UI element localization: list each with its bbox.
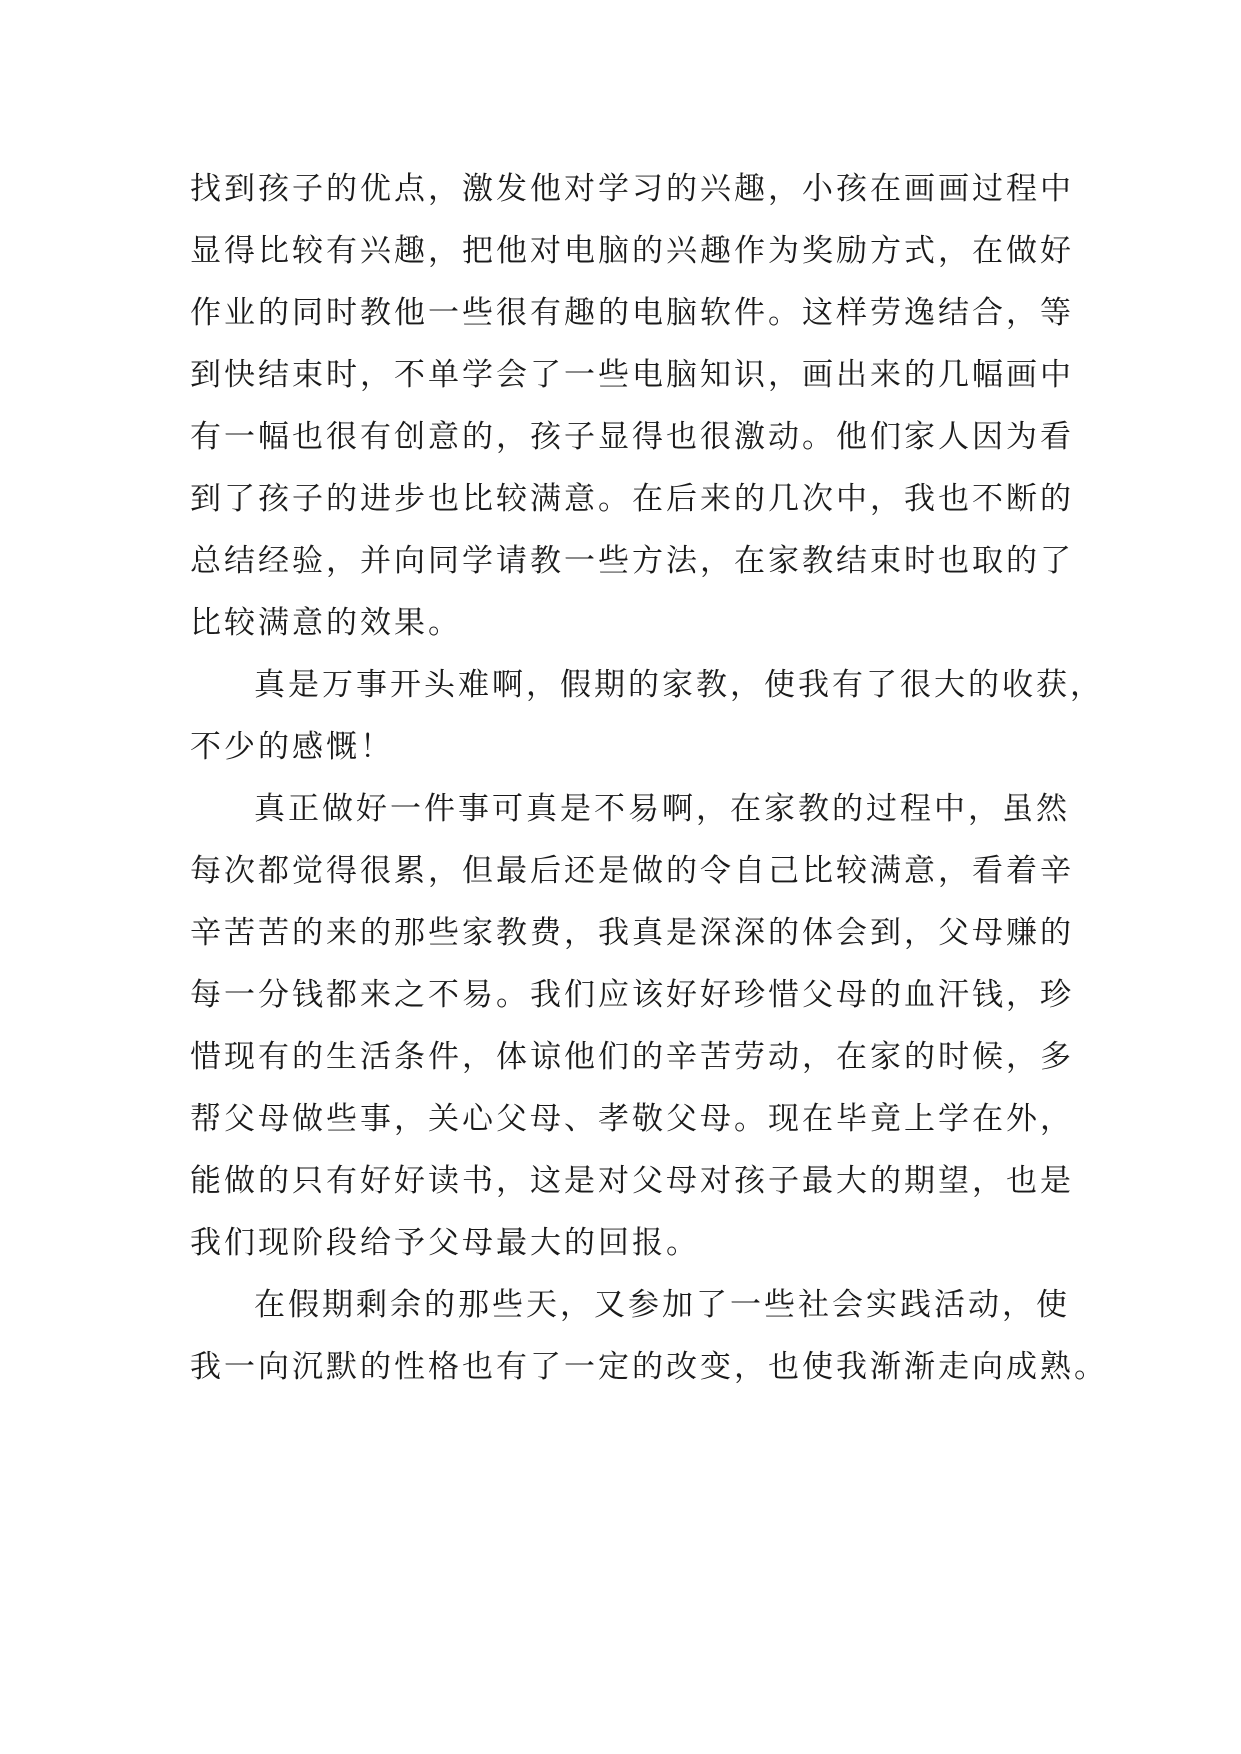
text-line: 辛苦苦的来的那些家教费，我真是深深的体会到，父母赚的 [190, 915, 1074, 951]
document-body [190, 158, 1108, 1398]
text-line: 真是万事开头难啊，假期的家教，使我有了很大的收获， [254, 667, 1104, 703]
text-line: 我一向沉默的性格也有了一定的改变，也使我渐渐走向成熟。 [190, 1349, 1108, 1385]
text-line: 作业的同时教他一些很有趣的电脑软件。这样劳逸结合，等 [190, 295, 1074, 331]
text-line: 我们现阶段给予父母最大的回报。 [190, 1225, 700, 1261]
text-line: 不少的感慨！ [190, 729, 394, 765]
text-line: 惜现有的生活条件，体谅他们的辛苦劳动，在家的时候，多 [190, 1039, 1074, 1075]
paragraph-1 [190, 158, 1074, 654]
text-line: 真正做好一件事可真是不易啊，在家教的过程中，虽然 [254, 791, 1070, 827]
paragraph-2 [190, 654, 1104, 778]
text-line: 在假期剩余的那些天，又参加了一些社会实践活动，使 [254, 1287, 1070, 1323]
text-line: 比较满意的效果。 [190, 605, 462, 641]
text-line: 有一幅也很有创意的，孩子显得也很激动。他们家人因为看 [190, 419, 1074, 455]
text-line: 显得比较有兴趣，把他对电脑的兴趣作为奖励方式，在做好 [190, 233, 1074, 269]
text-line: 每一分钱都来之不易。我们应该好好珍惜父母的血汗钱，珍 [190, 977, 1074, 1013]
text-line: 能做的只有好好读书，这是对父母对孩子最大的期望，也是 [190, 1163, 1074, 1199]
text-line: 到了孩子的进步也比较满意。在后来的几次中，我也不断的 [190, 481, 1074, 517]
text-line: 帮父母做些事，关心父母、孝敬父母。现在毕竟上学在外， [190, 1101, 1074, 1137]
text-line: 总结经验，并向同学请教一些方法，在家教结束时也取的了 [190, 543, 1074, 579]
paragraph-3 [190, 778, 1074, 1274]
paragraph-4 [190, 1274, 1108, 1398]
text-line: 每次都觉得很累，但最后还是做的令自己比较满意，看着辛 [190, 853, 1074, 889]
text-line: 到快结束时，不单学会了一些电脑知识，画出来的几幅画中 [190, 357, 1074, 393]
text-line: 找到孩子的优点，激发他对学习的兴趣，小孩在画画过程中 [190, 171, 1074, 207]
